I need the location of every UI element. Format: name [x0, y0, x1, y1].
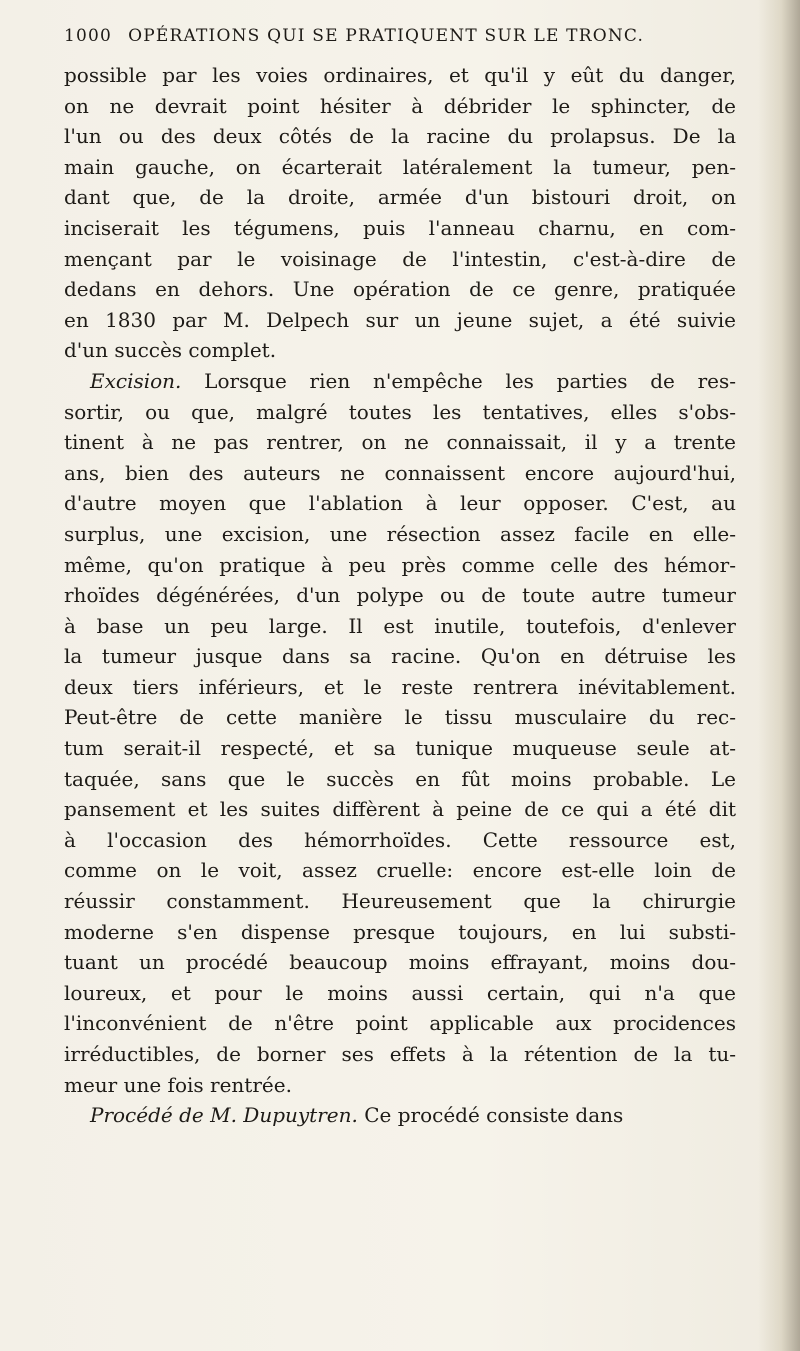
- text-line: deux tiers inférieurs, et le reste rentrera inévitablement.: [64, 674, 736, 699]
- section-heading-excision: Excision.: [90, 368, 182, 393]
- text-line: l'un ou des deux côtés de la racine du prolapsus. De la: [64, 124, 736, 149]
- text-line: inciserait les tégumens, puis l'anneau charnu, en com-: [64, 215, 736, 240]
- excision-paragraph-start: [64, 366, 736, 397]
- text-line: tinent à ne pas rentrer, on ne connaissait, il y a trente: [64, 430, 736, 455]
- dupuytren-paragraph-start: [64, 1100, 736, 1131]
- text-line: dant que, de la droite, armée d'un bistouri droit, on: [64, 185, 736, 210]
- text-line: possible par les voies ordinaires, et qu'il y eût du danger,: [64, 63, 736, 87]
- text-line: la tumeur jusque dans sa racine. Qu'on en détruise les: [64, 644, 736, 669]
- page-edge-shadow: [758, 0, 800, 1351]
- text-line: en 1830 par M. Delpech sur un jeune sujet, a été suivie: [64, 307, 736, 332]
- text-line: ans, bien des auteurs ne connaissent encore aujourd'hui,: [64, 460, 736, 485]
- text-line: taquée, sans que le succès en fût moins probable. Le: [64, 766, 736, 791]
- text-line: meur une fois rentrée.: [64, 1072, 292, 1097]
- text-line: Peut-être de cette manière le tissu musculaire du rec-: [64, 705, 736, 730]
- text-line: Ce procédé consiste dans: [364, 1103, 624, 1128]
- text-line: moderne s'en dispense presque toujours, en lui substi-: [64, 919, 736, 944]
- text-line: irréductibles, de borner ses effets à la rétention de la tu-: [64, 1042, 736, 1066]
- running-header: [64, 26, 724, 46]
- text-line: loureux, et pour le moins aussi certain, qui n'a que: [64, 980, 736, 1005]
- running-title: OPÉRATIONS QUI SE PRATIQUENT SUR LE TRONC.: [128, 26, 645, 46]
- text-line: dedans en dehors. Une opération de ce genre, pratiquée: [64, 277, 736, 302]
- text-line: rhoïdes dégénérées, d'un polype ou de toute autre tumeur: [64, 583, 736, 608]
- text-line: réussir constamment. Heureusement que la chirurgie: [64, 889, 736, 914]
- text-line: main gauche, on écarterait latéralement la tumeur, pen-: [64, 154, 736, 179]
- text-line: mençant par le voisinage de l'intestin, c'est-à-dire de: [64, 246, 736, 271]
- body-text: [64, 60, 736, 1131]
- text-line: même, qu'on pratique à peu près comme celle des hémor-: [64, 552, 736, 577]
- text-line: tuant un procédé beaucoup moins effrayant, moins dou-: [64, 950, 736, 975]
- text-line: surplus, une excision, une résection assez facile en elle-: [64, 521, 736, 546]
- text-line: Lorsque rien n'empêche les parties de res-: [204, 368, 736, 393]
- text-line: pansement et les suites diffèrent à peine de ce qui a été dit: [64, 797, 736, 822]
- text-line: tum serait-il respecté, et sa tunique muqueuse seule at-: [64, 736, 736, 761]
- page-number: 1000: [64, 26, 113, 46]
- text-line: l'inconvénient de n'être point applicable aux procidences: [64, 1011, 736, 1036]
- text-line: sortir, ou que, malgré toutes les tentatives, elles s'obs-: [64, 399, 736, 424]
- text-line: à base un peu large. Il est inutile, toutefois, d'enlever: [64, 613, 736, 638]
- text-line: d'un succès complet.: [64, 338, 277, 363]
- text-line: d'autre moyen que l'ablation à leur opposer. C'est, au: [64, 491, 736, 516]
- section-heading-dupuytren: Procédé de M. Dupuytren.: [90, 1103, 358, 1128]
- text-line: à l'occasion des hémorrhoïdes. Cette ressource est,: [64, 827, 736, 852]
- text-line: on ne devrait point hésiter à débrider le sphincter, de: [64, 93, 736, 118]
- text-line: comme on le voit, assez cruelle: encore est-elle loin de: [64, 858, 736, 883]
